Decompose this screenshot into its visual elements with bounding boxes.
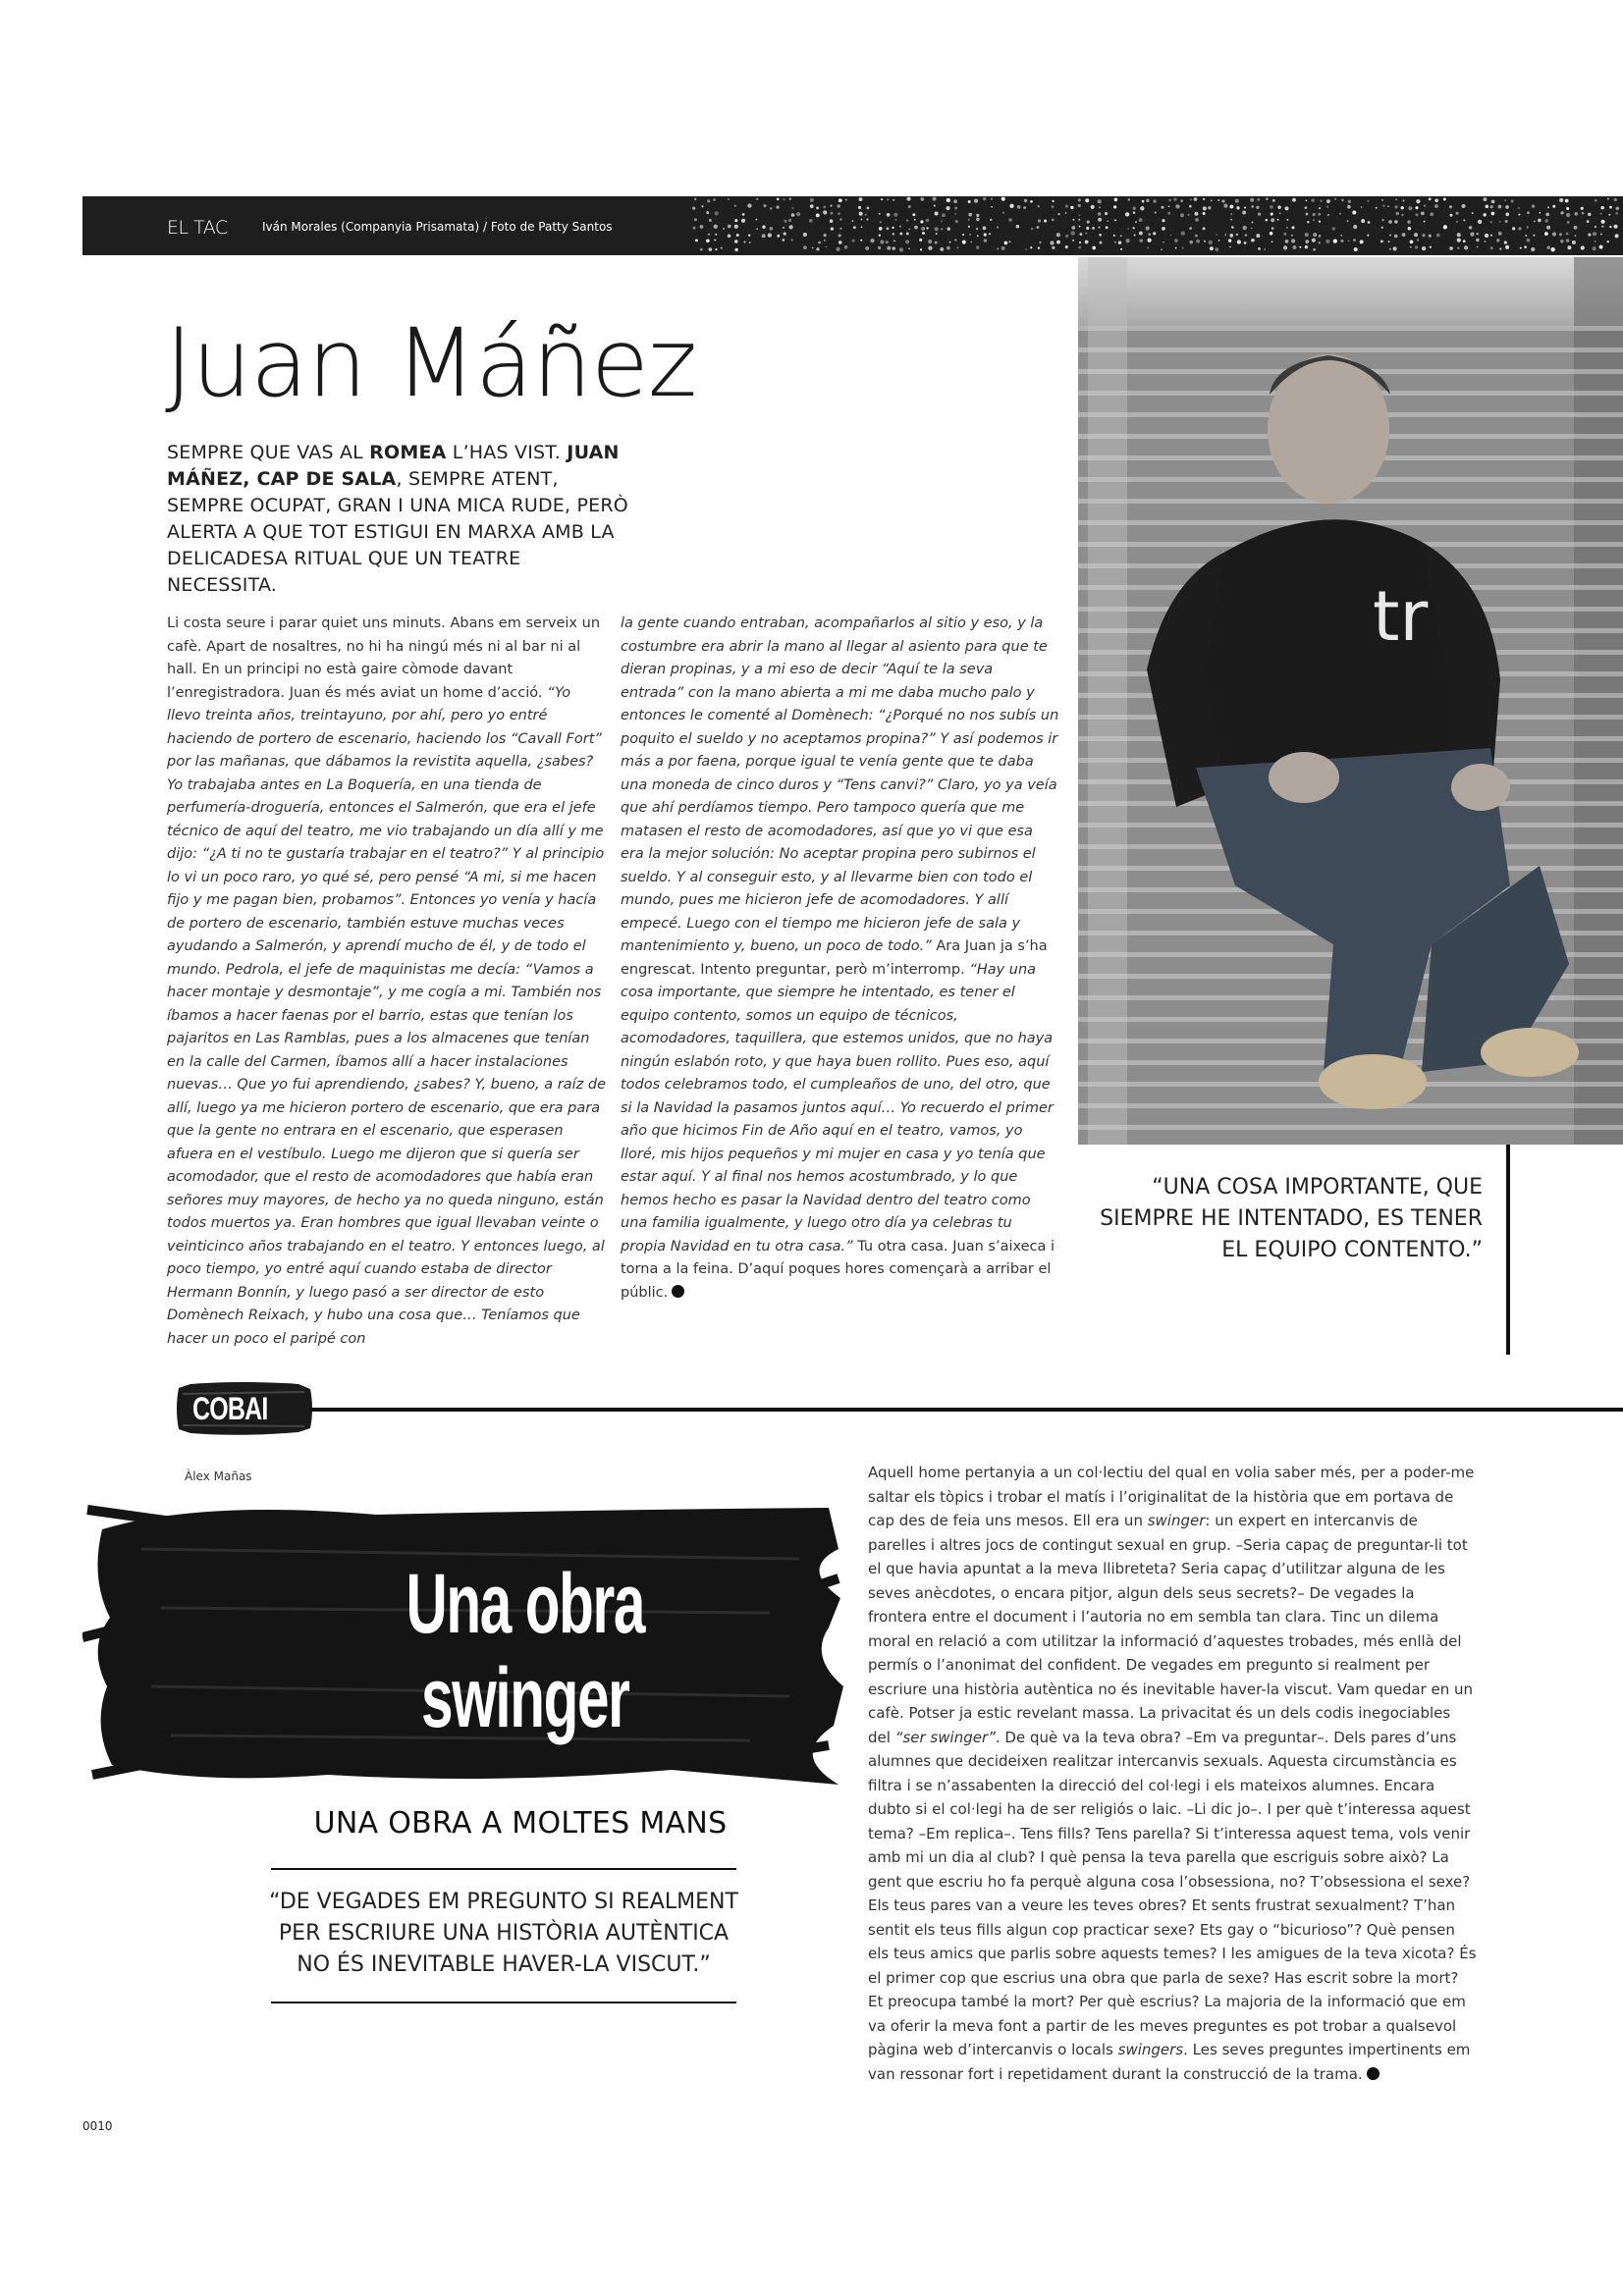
intro-bold-venue: ROMEA: [369, 442, 447, 463]
body-text: : un expert en intercanvis de parelles i altres jocs de contingut sexual en grup. –Seria capaç de preguntar-li tot el que havia apuntat a la meva llibreteta? Seria capaç d’utilitzar alguna de les seves anècdotes, o encara pitjor, algun dels seus secrets?– De vegades la frontera entre el document i l’autoria no em sembla tan clara. Tinc un dilema moral en relació a com utilitzar la informació d’aquestes trobades, més enllà del permís o l’anonimat del confident. De vegades em pregunto si realment per escriure una història autèntica no és inevitable haver-la viscut. Vam quedar en un cafè. Potser ja estic revelant massa. La privacitat és un dels codis inegociables del: [868, 1512, 1473, 1746]
credit-photo: Foto de Patty Santos: [490, 220, 613, 234]
brush-title: [385, 1557, 666, 1745]
column-paragraph: [868, 1461, 1477, 2086]
article-intro: [167, 440, 628, 599]
quote-text: la gente cuando entraban, acompañarlos al sitio y eso, y la costumbre era abrir la mano al llegar al asiento para que te dieran propinas, y a mi eso de decir “Aquí te la seva entrada” con la mano abierta a mi me daba mucho palo y entonces le comenté al Domènech: “¿Porqué no nos subís un poquito el sueldo y no aceptamos propina?” Y así podemos ir más a por faena, porque igual te venía gente que te daba una moneda de cinco duros y “Tens canvi?” Claro, yo ya veía que ahí perdíamos tiempo. Pero tampoco quería que me matasen el resto de acomodadores, así que yo vi que esa era la mejor solución: No aceptar propina pero subirnos el sueldo. Y al conseguir esto, y al llevarme bien con todo el mundo, pues me hicieron jefe de acomodadores. Y allí empecé. Luego con el tiempo me hicieron jefe de sala y mantenimiento y, bueno, un poco de todo.”: [621, 615, 1059, 954]
article-column-2: [621, 613, 1059, 1305]
pull-quote-rule: [1506, 1145, 1510, 1355]
column-paragraph: [167, 613, 606, 1351]
intro-text: , SEMPRE ATENT, SEMPRE OCUPAT, GRAN I UNA MICA RUDE, PERÒ ALERTA A QUE TOT ESTIGUI EN MARXA AMB LA DELICADESA RITUAL QUE UN TEATRE NECESSITA.: [167, 468, 628, 596]
italic-term: “ser swinger”: [894, 1728, 996, 1746]
credit-separator: /: [479, 220, 491, 234]
header-credit: [262, 220, 613, 234]
intro-bold-name: JUAN MÁÑEZ, CAP DE SALA: [167, 442, 620, 490]
section-label: EL TAC: [167, 217, 228, 239]
body-text: . De què va la teva obra? –Em va preguntar–. Dels pares d’uns alumnes que decideixen realitzar intercanvis sexuals. Aquesta circumstància es filtra i se n’assabenten la direcció del col·legi i els mateixos alumnes. Encara dubto si el col·legi ha de ser religiós o laic. –Li dic jo–. I per què t’interessa aquest tema? –Em replica–. Tens fills? Tens parella? Si t’interessa aquest tema, vols venir amb mi un dia al club? I què pensa la teva parella que escriguis sobre això? La gent que escriu ho fa perquè alguna cosa l’obsessiona, no? T’obsessiona el sexe? Els teus pares van a veure les teves obres? Et sents frustrat sexualment? T’han sentit els teus fills algun cop practicar sexe? Ets gay o “bicurioso”? Què pensen els teus amics que parlis sobre aquests temes? I les amigues de la teva xicota? És el primer cop que escrius una obra que parla de sexe? Has escrit sobre la mort? Et preocupa també la mort? Per què escrius? La majoria de la informació que em va oferir la meva font a partir de les meves preguntes es pot trobar a qualsevol pàgina web d’intercanvis o locals: [868, 1728, 1477, 2058]
portrait-photo: [1078, 257, 1623, 1145]
column-paragraph: [621, 613, 1059, 1305]
end-of-article-icon: [672, 1285, 684, 1298]
body-text: . Les seves preguntes impertinents em van ressonar fort i repetidament durant la construcció de la trama.: [868, 2041, 1471, 2083]
body-text: Li costa seure i parar quiet uns minuts. Abans em serveix un cafè. Apart de nosaltres, no hi ha ningú més ni al bar ni al hall. En un principi no està gaire còmode davant l’enregistradora. Juan és més aviat un home d’acció.: [167, 615, 601, 701]
body-text: Aquell home pertanyia a un col·lectiu del qual en volia saber més, per a poder-me saltar els tòpics i trobar el matís i l’originalitat de la història que em portava de cap des de feia uns mesos. Ell era un: [868, 1464, 1475, 1529]
cobai-author: Àlex Mañas: [185, 1469, 252, 1483]
pull-quote: “UNA COSA IMPORTANTE, QUE SIEMPRE HE INTENTADO, ES TENER EL EQUIPO CONTENTO.”: [1100, 1175, 1483, 1262]
cobai-label: COBAI: [192, 1391, 268, 1426]
italic-term: swingers: [1117, 2041, 1184, 2058]
stairs-photo-illustration: [1078, 257, 1623, 1145]
intro-text: L’HAS VIST.: [446, 442, 568, 463]
body-text: Ara Juan ja s’ha engrescat. Intento preguntar, però m’interromp.: [621, 938, 1048, 978]
section-header-bar: [82, 196, 1623, 255]
brush-title-line: swinger: [421, 1651, 629, 1745]
article-title: Juan Máñez: [165, 308, 697, 418]
italic-term: swinger: [1147, 1512, 1206, 1529]
article-column-1: [167, 613, 606, 1351]
halftone-pattern: [691, 196, 1623, 255]
pull-quote-rule: [271, 1868, 736, 1870]
brush-title-line: Una obra: [406, 1557, 645, 1651]
quote-text: “Yo llevo treinta años, treintayuno, por ahí, pero yo entré haciendo de portero de escenario, haciendo los “Cavall Fort” por las mañanas, que dábamos la revistita aquella, ¿sabes? Yo trabajaba antes en La Boquería, en una tienda de perfumería-droguería, entonces el Salmerón, que era el jefe técnico de aquí del teatro, me vio trabajando un día allí y me dijo: “¿A ti no te gustaría trabajar en el teatro?” Y al principio lo vi un poco raro, yo qué sé, pero pensé “A mi, si me hacen fijo y me pagan bien, probamos”. Entonces yo venía y hacía de portero de escenario, también estuve muchas veces ayudando a Salmerón, y aprendí mucho de él, y de todo el mundo. Pedrola, el jefe de maquinistas me decía: “Vamos a hacer montaje y desmontaje”, y me cogía a mi. También nos íbamos a hacer faenas por el barrio, estas que tenían los pajaritos en Las Ramblas, pues a los almacenes que tenían en la calle del Carmen, íbamos allí a hacer instalaciones nuevas… Que yo fui aprendiendo, ¿sabes? Y, bueno, a raíz de allí, luego ya me hicieron portero de escenario, que era para que la gente no entrara en el escenario, que esperasen afuera en el vestíbulo. Luego me dijeron que si quería ser acomodador, que el resto de acomodadores que había eran señores muy mayores, de hecho ya no queda ninguno, están todos muertos ya. Eran hombres que igual llevaban veinte o veinticinco años trabajando en el teatro. Y entonces luego, al poco tiempo, yo entré aquí cuando estaba de director Hermann Bonnín, y luego pasó a ser director de esto Domènech Reixach, y hubo una cosa que… Teníamos que hacer un poco el paripé con: [167, 684, 606, 1347]
body-text: Tu otra casa. Juan s’aixeca i torna a la feina. D’aquí poques hores començarà a arribar el públic.: [621, 1238, 1055, 1301]
page-number: 0010: [82, 2119, 113, 2133]
cobai-subheading: UNA OBRA A MOLTES MANS: [313, 1806, 728, 1841]
section-rule: [310, 1408, 1623, 1412]
end-of-article-icon: [1367, 2067, 1380, 2080]
cobai-body: [868, 1461, 1477, 2086]
credit-author: Iván Morales (Companyia Prisamata): [262, 220, 480, 234]
pull-quote-rule: [271, 2002, 736, 2003]
svg-text:tr: tr: [1373, 576, 1429, 657]
quote-text: “Hay una cosa importante, que siempre he intentado, es tener el equipo contento, somos un equipo de técnicos, acomodadores, taquillera, que estemos unidos, que no haya ningún eslabón roto, y que haya buen rollito. Pues eso, aquí todos celebramos todo, el cumpleaños de uno, del otro, que si la Navidad la pasamos juntos aquí… Yo recuerdo el primer año que hicimos Fin de Año aquí en el teatro, vamos, yo lloré, mis hijos pequeños y mi mujer en casa y yo tenía que estar aquí. Y al final nos hemos acostumbrado, y lo que hemos hecho es pasar la Navidad dentro del teatro como una familia igualmente, y luego otro día ya celebras tu propia Navidad en tu otra casa.”: [621, 961, 1054, 1255]
intro-text: SEMPRE QUE VAS AL: [167, 442, 370, 463]
pull-quote: “DE VEGADES EM PREGUNTO SI REALMENT PER ESCRIURE UNA HISTÒRIA AUTÈNTICA NO ÉS INEVITABLE HAVER-LA VISCUT.”: [269, 1890, 738, 1977]
